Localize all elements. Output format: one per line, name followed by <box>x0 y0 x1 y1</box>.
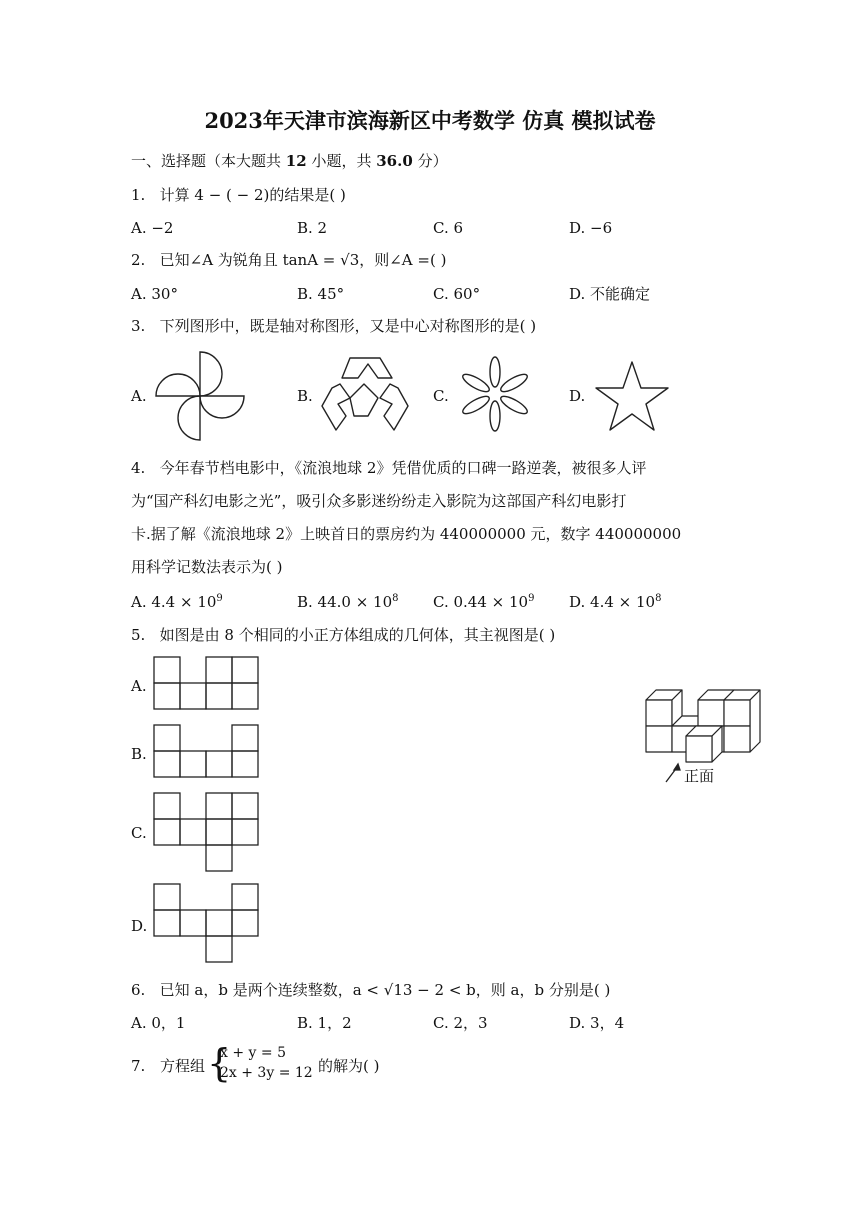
petal-flower-figure[interactable] <box>455 354 535 434</box>
q4-option-c[interactable] <box>433 592 534 612</box>
total-score: 36.0 <box>376 152 413 170</box>
q5-option-a[interactable]: A. <box>131 677 147 695</box>
q2-option-b[interactable]: B. 45° <box>297 285 345 303</box>
option-exponent: 8 <box>655 593 662 604</box>
q3-option-c[interactable]: C. <box>433 387 449 405</box>
question-text: 已知 a，b 是两个连续整数，a < √13 − 2 < b，则 a，b 分别是( ) <box>159 981 611 999</box>
front-view-a-figure[interactable] <box>153 656 263 712</box>
option-base: C. 0.44 × 10 <box>433 593 529 611</box>
question-number: 6. <box>131 981 146 999</box>
question-7-number: 7. <box>131 1057 146 1075</box>
q6-option-d[interactable]: D. 3，4 <box>569 1014 625 1032</box>
section-header <box>131 151 448 171</box>
recycle-hexagon-figure[interactable] <box>320 354 410 436</box>
question-count: 12 <box>285 152 307 170</box>
front-view-c-figure[interactable] <box>153 792 263 874</box>
option-base: D. 4.4 × 10 <box>569 593 656 611</box>
option-base: A. 4.4 × 10 <box>131 593 217 611</box>
option-exponent: 8 <box>392 593 399 604</box>
q1-option-c[interactable]: C. 6 <box>433 219 464 237</box>
q5-option-c[interactable]: C. <box>131 824 147 842</box>
q3-option-b[interactable]: B. <box>297 387 313 405</box>
q2-option-a[interactable]: A. 30° <box>131 285 178 303</box>
question-2 <box>131 250 446 270</box>
q6-option-a[interactable]: A. 0，1 <box>131 1014 186 1032</box>
section-label: 一、选择题（本大题共 <box>131 152 282 170</box>
equation-1: x + y = 5 <box>220 1045 286 1061</box>
question-number: 4. <box>131 459 146 477</box>
q5-option-b[interactable]: B. <box>131 745 147 763</box>
front-face-label: 正面 <box>684 767 715 785</box>
q2-option-c[interactable]: C. 60° <box>433 285 481 303</box>
q3-option-a[interactable]: A. <box>131 387 147 405</box>
q1-option-a[interactable]: A. −2 <box>131 219 174 237</box>
question-text: 下列图形中，既是轴对称图形，又是中心对称图形的是( ) <box>159 317 537 335</box>
question-1 <box>131 185 346 205</box>
option-exponent: 9 <box>216 593 223 604</box>
question-number: 5. <box>131 626 146 644</box>
question-text-line-1: 今年春节档电影中，《流浪地球 2》凭借优质的口碑一路逆袭，被很多人评 <box>159 459 647 477</box>
question-text-line-4: 用科学记数法表示为( ) <box>131 558 283 576</box>
question-number: 3. <box>131 317 146 335</box>
section-mid: 小题，共 <box>311 152 372 170</box>
equation-brace: { <box>207 1041 232 1085</box>
page-title: 2023年天津市滨海新区中考数学 仿真 模拟试卷 <box>204 108 656 133</box>
option-base: B. 44.0 × 10 <box>297 593 393 611</box>
question-4 <box>131 458 646 478</box>
pinwheel-figure[interactable] <box>150 350 250 442</box>
q1-option-b[interactable]: B. 2 <box>297 219 328 237</box>
section-end: 分） <box>417 152 448 170</box>
q3-option-d[interactable]: D. <box>569 387 586 405</box>
question-5 <box>131 625 555 645</box>
star-figure[interactable] <box>594 360 670 432</box>
question-text: 已知∠A 为锐角且 tanA = √3，则∠A =( ) <box>159 251 447 269</box>
front-view-d-figure[interactable] <box>153 883 263 965</box>
q4-option-a[interactable] <box>131 592 223 612</box>
q4-option-d[interactable] <box>569 592 661 612</box>
question-6 <box>131 980 610 1000</box>
front-view-b-figure[interactable] <box>153 724 263 780</box>
q6-option-c[interactable]: C. 2，3 <box>433 1014 488 1032</box>
question-text: 如图是由 8 个相同的小正方体组成的几何体，其主视图是( ) <box>159 626 556 644</box>
question-number: 2. <box>131 251 146 269</box>
q5-option-d[interactable]: D. <box>131 917 148 935</box>
q1-option-d[interactable]: D. −6 <box>569 219 613 237</box>
q2-option-d[interactable]: D. 不能确定 <box>569 285 651 303</box>
q6-option-b[interactable]: B. 1，2 <box>297 1014 352 1032</box>
question-text-line-3: 卡.据了解《流浪地球 2》上映首日的票房约为 440000000 元，数字 440000000 <box>131 525 682 543</box>
question-3 <box>131 316 536 336</box>
question-text-line-2: 为“国产科幻电影之光”，吸引众多影迷纷纷走入影院为这部国产科幻电影打 <box>131 492 627 510</box>
option-exponent: 9 <box>528 593 535 604</box>
question-number: 1. <box>131 186 146 204</box>
question-text: 计算 4 − ( − 2)的结果是( ) <box>159 186 346 204</box>
q4-option-b[interactable] <box>297 592 399 612</box>
equation-2: 2x + 3y = 12 <box>220 1065 313 1081</box>
question-7-suffix: 的解为( ) <box>318 1057 380 1075</box>
question-7-prefix: 方程组 <box>160 1057 206 1075</box>
